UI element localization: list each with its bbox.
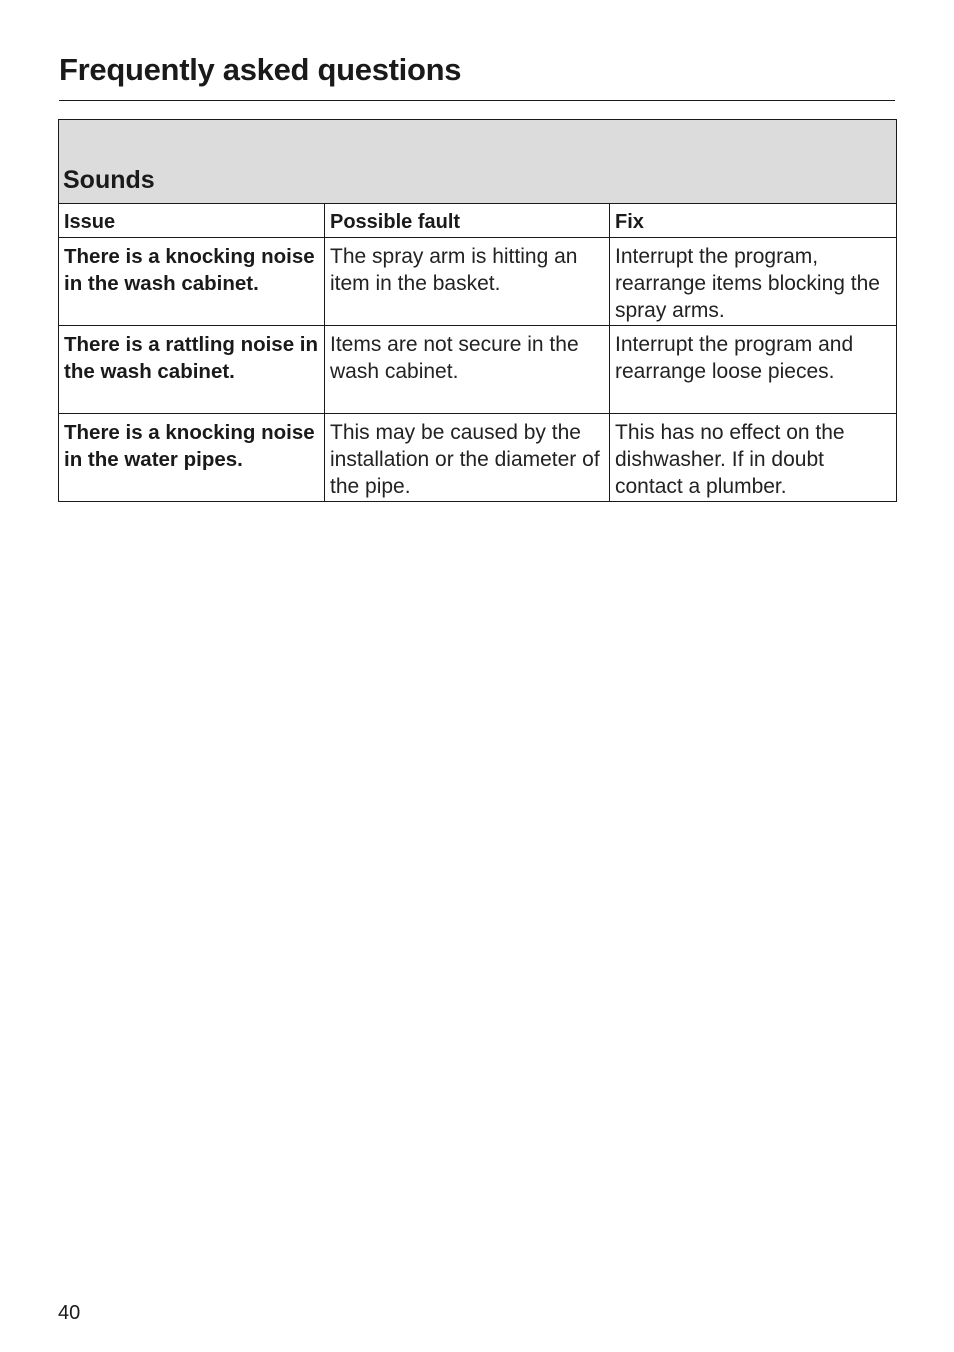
table-row xyxy=(59,326,897,414)
column-header-row xyxy=(59,204,897,238)
issue-cell: There is a knocking noise in the wash cabinet. xyxy=(59,238,325,326)
page-number: 40 xyxy=(58,1302,81,1324)
fix-cell: Interrupt the program, rearrange items blocking the spray arms. xyxy=(610,238,897,326)
fault-cell: This may be caused by the installation or the diameter of the pipe. xyxy=(325,414,610,502)
section-header-row xyxy=(59,120,897,204)
table-row xyxy=(59,414,897,502)
title-divider xyxy=(59,100,895,101)
faq-table xyxy=(58,119,897,502)
column-header-fix: Fix xyxy=(610,204,897,238)
fault-cell: The spray arm is hitting an item in the basket. xyxy=(325,238,610,326)
column-header-possible-fault: Possible fault xyxy=(325,204,610,238)
issue-cell: There is a rattling noise in the wash cabinet. xyxy=(59,326,325,414)
page-title: Frequently asked questions xyxy=(59,52,462,87)
fix-cell: Interrupt the program and rearrange loose pieces. xyxy=(610,326,897,414)
issue-cell: There is a knocking noise in the water pipes. xyxy=(59,414,325,502)
table-row xyxy=(59,238,897,326)
column-header-issue: Issue xyxy=(59,204,325,238)
fault-cell: Items are not secure in the wash cabinet. xyxy=(325,326,610,414)
section-title: Sounds xyxy=(59,120,897,204)
fix-cell: This has no effect on the dishwasher. If in doubt contact a plumber. xyxy=(610,414,897,502)
